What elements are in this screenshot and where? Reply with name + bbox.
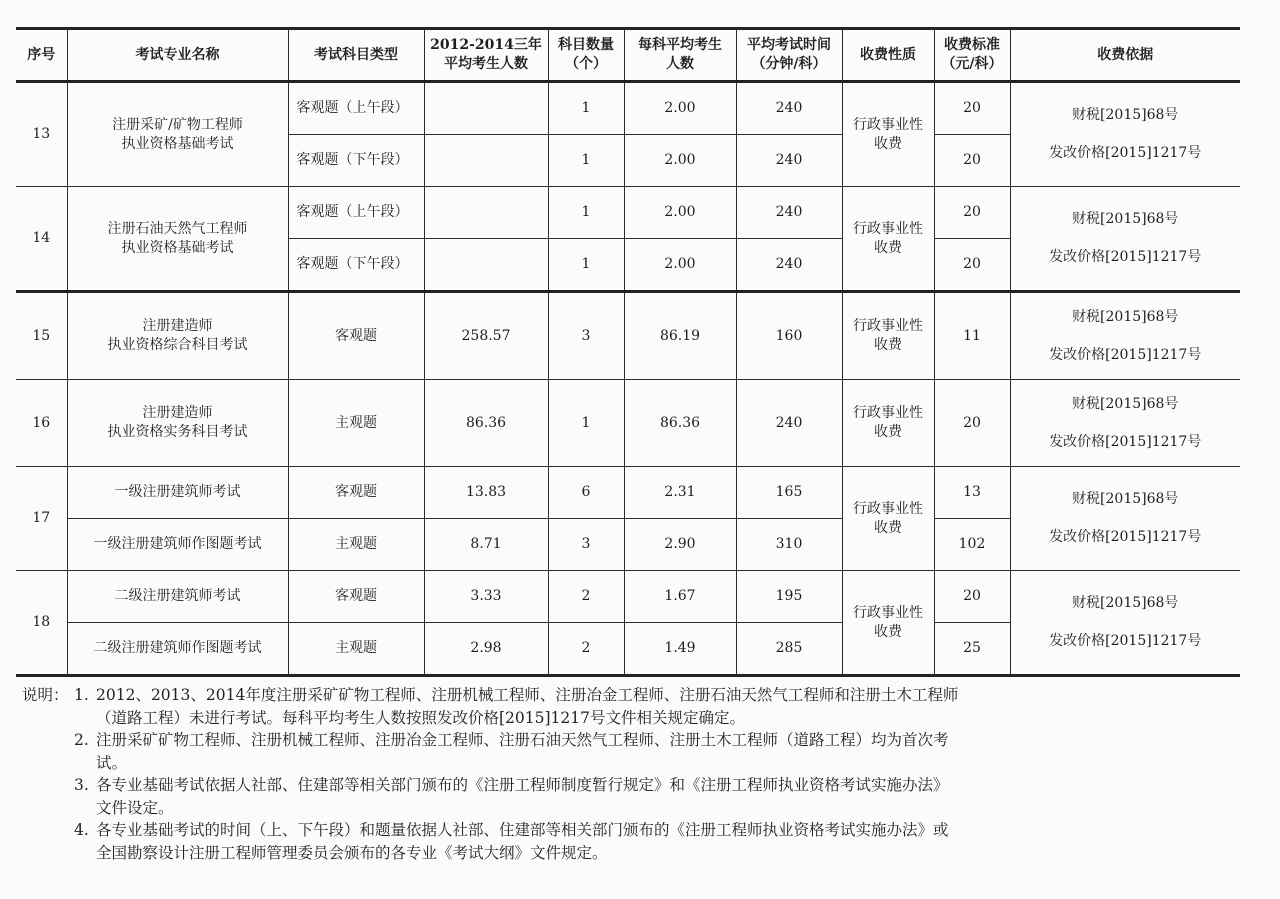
subject-type: 主观题 — [288, 519, 424, 571]
fee-standard: 20 — [934, 187, 1010, 239]
subject-type: 客观题 — [288, 467, 424, 519]
avg-3yr — [424, 187, 548, 239]
exam-name: 注册建造师 执业资格综合科目考试 — [67, 292, 288, 380]
note-item — [22, 819, 1162, 864]
avg-3yr: 258.57 — [424, 292, 548, 380]
avg-3yr — [424, 82, 548, 135]
subject-type: 客观题（上午段） — [288, 82, 424, 135]
notes-section — [22, 684, 1162, 864]
table-row — [16, 292, 1240, 380]
note-text: 各专业基础考试依据人社部、住建部等相关部门颁布的《注册工程师制度暂行规定》和《注册工程师执业资格考试实施办法》 文件设定。 — [96, 776, 949, 817]
avg-time: 310 — [736, 519, 842, 571]
subject-count: 3 — [548, 292, 624, 380]
subject-count: 1 — [548, 187, 624, 239]
col-header-fee-nature: 收费性质 — [842, 29, 934, 82]
col-header-fee-basis: 收费依据 — [1010, 29, 1240, 82]
subject-type: 客观题（下午段） — [288, 135, 424, 187]
avg-time: 240 — [736, 187, 842, 239]
exam-name: 一级注册建筑师作图题考试 — [67, 519, 288, 571]
avg-3yr: 3.33 — [424, 571, 548, 623]
table-row — [16, 380, 1240, 467]
table-header-row — [16, 29, 1240, 82]
avg-time: 240 — [736, 135, 842, 187]
fee-standard: 13 — [934, 467, 1010, 519]
subject-type: 主观题 — [288, 380, 424, 467]
col-header-per-subject: 每科平均考生 人数 — [624, 29, 736, 82]
subject-count: 1 — [548, 135, 624, 187]
exam-name: 注册石油天然气工程师 执业资格基础考试 — [67, 187, 288, 292]
subject-type: 客观题 — [288, 571, 424, 623]
note-number: 4. — [74, 821, 89, 839]
exam-name: 二级注册建筑师考试 — [67, 571, 288, 623]
subject-count: 2 — [548, 623, 624, 676]
fee-basis: 财税[2015]68号 发改价格[2015]1217号 — [1010, 82, 1240, 187]
avg-3yr — [424, 239, 548, 292]
row-no: 16 — [16, 380, 67, 467]
subject-count: 6 — [548, 467, 624, 519]
avg-time: 160 — [736, 292, 842, 380]
subject-count: 2 — [548, 571, 624, 623]
fee-nature: 行政事业性 收费 — [842, 187, 934, 292]
note-item — [22, 774, 1162, 819]
avg-3yr: 13.83 — [424, 467, 548, 519]
exam-name: 一级注册建筑师考试 — [67, 467, 288, 519]
table-row — [16, 82, 1240, 135]
avg-3yr — [424, 135, 548, 187]
note-text: 注册采矿矿物工程师、注册机械工程师、注册冶金工程师、注册石油天然气工程师、注册土木工程师（道路工程）均为首次考 试。 — [96, 731, 949, 772]
subject-count: 3 — [548, 519, 624, 571]
per-subject: 86.36 — [624, 380, 736, 467]
fee-standard: 20 — [934, 135, 1010, 187]
fee-standard: 11 — [934, 292, 1010, 380]
notes-lead: 说明： — [22, 686, 69, 704]
table-row — [16, 571, 1240, 623]
subject-count: 1 — [548, 82, 624, 135]
fee-standard: 20 — [934, 239, 1010, 292]
fee-nature: 行政事业性 收费 — [842, 380, 934, 467]
fee-standard: 20 — [934, 380, 1010, 467]
fee-nature: 行政事业性 收费 — [842, 571, 934, 676]
col-header-fee-standard: 收费标准 （元/科） — [934, 29, 1010, 82]
per-subject: 2.00 — [624, 187, 736, 239]
avg-time: 240 — [736, 380, 842, 467]
fee-basis: 财税[2015]68号 发改价格[2015]1217号 — [1010, 292, 1240, 380]
avg-time: 165 — [736, 467, 842, 519]
fee-basis: 财税[2015]68号 发改价格[2015]1217号 — [1010, 571, 1240, 676]
fee-standard: 102 — [934, 519, 1010, 571]
per-subject: 2.00 — [624, 82, 736, 135]
fee-basis: 财税[2015]68号 发改价格[2015]1217号 — [1010, 380, 1240, 467]
per-subject: 1.67 — [624, 571, 736, 623]
fee-table — [16, 27, 1240, 677]
avg-time: 240 — [736, 82, 842, 135]
fee-nature: 行政事业性 收费 — [842, 292, 934, 380]
exam-name: 二级注册建筑师作图题考试 — [67, 623, 288, 676]
table-row — [16, 187, 1240, 239]
subject-type: 客观题（下午段） — [288, 239, 424, 292]
col-header-subject-count: 科目数量 （个） — [548, 29, 624, 82]
per-subject: 2.90 — [624, 519, 736, 571]
note-item — [22, 684, 1162, 729]
avg-time: 285 — [736, 623, 842, 676]
per-subject: 1.49 — [624, 623, 736, 676]
row-no: 17 — [16, 467, 67, 571]
fee-basis: 财税[2015]68号 发改价格[2015]1217号 — [1010, 467, 1240, 571]
fee-nature: 行政事业性 收费 — [842, 467, 934, 571]
note-number: 1. — [74, 686, 89, 704]
per-subject: 2.00 — [624, 239, 736, 292]
note-number: 2. — [74, 731, 89, 749]
note-text: 各专业基础考试的时间（上、下午段）和题量依据人社部、住建部等相关部门颁布的《注册工程师执业资格考试实施办法》或 全国勘察设计注册工程师管理委员会颁布的各专业《考试大纲》文件规定。 — [96, 821, 949, 862]
row-no: 13 — [16, 82, 67, 187]
col-header-subject-type: 考试科目类型 — [288, 29, 424, 82]
per-subject: 86.19 — [624, 292, 736, 380]
per-subject: 2.31 — [624, 467, 736, 519]
subject-count: 1 — [548, 380, 624, 467]
avg-time: 195 — [736, 571, 842, 623]
subject-type: 客观题（上午段） — [288, 187, 424, 239]
note-number: 3. — [74, 776, 89, 794]
exam-name: 注册建造师 执业资格实务科目考试 — [67, 380, 288, 467]
subject-count: 1 — [548, 239, 624, 292]
row-no: 18 — [16, 571, 67, 676]
row-no: 15 — [16, 292, 67, 380]
note-item — [22, 729, 1162, 774]
table-row — [16, 467, 1240, 519]
exam-name: 注册采矿/矿物工程师 执业资格基础考试 — [67, 82, 288, 187]
subject-type: 主观题 — [288, 623, 424, 676]
avg-time: 240 — [736, 239, 842, 292]
note-text: 2012、2013、2014年度注册采矿矿物工程师、注册机械工程师、注册冶金工程师、注册石油天然气工程师和注册土木工程师 （道路工程）未进行考试。每科平均考生人数按照发改价格[2015]1217号文件相关规定确定。 — [96, 686, 959, 727]
fee-nature: 行政事业性 收费 — [842, 82, 934, 187]
avg-3yr: 86.36 — [424, 380, 548, 467]
row-no: 14 — [16, 187, 67, 292]
fee-basis: 财税[2015]68号 发改价格[2015]1217号 — [1010, 187, 1240, 292]
subject-type: 客观题 — [288, 292, 424, 380]
col-header-avg-time: 平均考试时间 （分钟/科） — [736, 29, 842, 82]
fee-standard: 20 — [934, 571, 1010, 623]
col-header-no: 序号 — [16, 29, 67, 82]
fee-standard: 25 — [934, 623, 1010, 676]
avg-3yr: 2.98 — [424, 623, 548, 676]
col-header-avg-3yr: 2012-2014三年 平均考生人数 — [424, 29, 548, 82]
per-subject: 2.00 — [624, 135, 736, 187]
col-header-exam-name: 考试专业名称 — [67, 29, 288, 82]
fee-standard: 20 — [934, 82, 1010, 135]
avg-3yr: 8.71 — [424, 519, 548, 571]
